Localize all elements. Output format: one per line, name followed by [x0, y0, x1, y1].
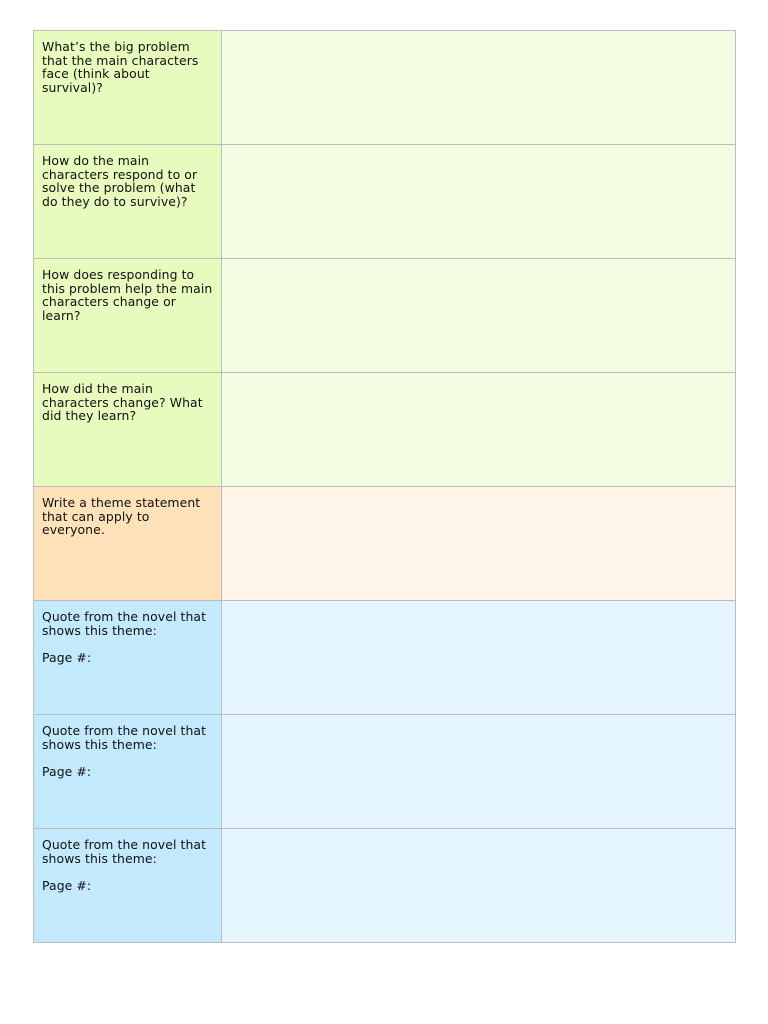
- worksheet-row-change-or-learn: [34, 259, 736, 373]
- theme-worksheet-table: [33, 30, 736, 943]
- prompt-quote-2: Quote from the novel that shows this theme: Page #:: [42, 723, 207, 780]
- answer-cell[interactable]: [222, 259, 736, 373]
- prompt-change-or-learn: How does responding to this problem help the main characters change or learn?: [42, 267, 213, 324]
- answer-cell[interactable]: [222, 145, 736, 259]
- prompt-cell: [34, 31, 222, 145]
- answer-response[interactable]: [222, 145, 735, 258]
- prompt-cell: [34, 601, 222, 715]
- answer-what-changed[interactable]: [222, 373, 735, 486]
- answer-quote-2[interactable]: [222, 715, 735, 828]
- answer-cell[interactable]: [222, 601, 736, 715]
- prompt-problem: What’s the big problem that the main characters face (think about survival)?: [42, 39, 199, 96]
- worksheet-row-what-changed: [34, 373, 736, 487]
- prompt-response: How do the main characters respond to or solve the problem (what do they do to survive)?: [42, 153, 198, 210]
- prompt-cell: [34, 487, 222, 601]
- worksheet-row-quote-2: [34, 715, 736, 829]
- prompt-theme-statement: Write a theme statement that can apply to everyone.: [42, 495, 201, 538]
- answer-cell[interactable]: [222, 373, 736, 487]
- worksheet-row-theme-statement: [34, 487, 736, 601]
- prompt-cell: [34, 829, 222, 943]
- answer-change-or-learn[interactable]: [222, 259, 735, 372]
- prompt-what-changed: How did the main characters change? What did they learn?: [42, 381, 203, 424]
- prompt-cell: [34, 145, 222, 259]
- prompt-cell: [34, 373, 222, 487]
- answer-quote-1[interactable]: [222, 601, 735, 714]
- answer-cell[interactable]: [222, 829, 736, 943]
- answer-theme-statement[interactable]: [222, 487, 735, 600]
- worksheet-row-quote-1: [34, 601, 736, 715]
- prompt-cell: [34, 715, 222, 829]
- answer-quote-3[interactable]: [222, 829, 735, 942]
- prompt-quote-1: Quote from the novel that shows this theme: Page #:: [42, 609, 207, 666]
- prompt-quote-3: Quote from the novel that shows this theme: Page #:: [42, 837, 207, 894]
- worksheet-row-problem: [34, 31, 736, 145]
- answer-cell[interactable]: [222, 715, 736, 829]
- worksheet-row-quote-3: [34, 829, 736, 943]
- worksheet-row-response: [34, 145, 736, 259]
- prompt-cell: [34, 259, 222, 373]
- answer-problem[interactable]: [222, 31, 735, 144]
- answer-cell[interactable]: [222, 487, 736, 601]
- answer-cell[interactable]: [222, 31, 736, 145]
